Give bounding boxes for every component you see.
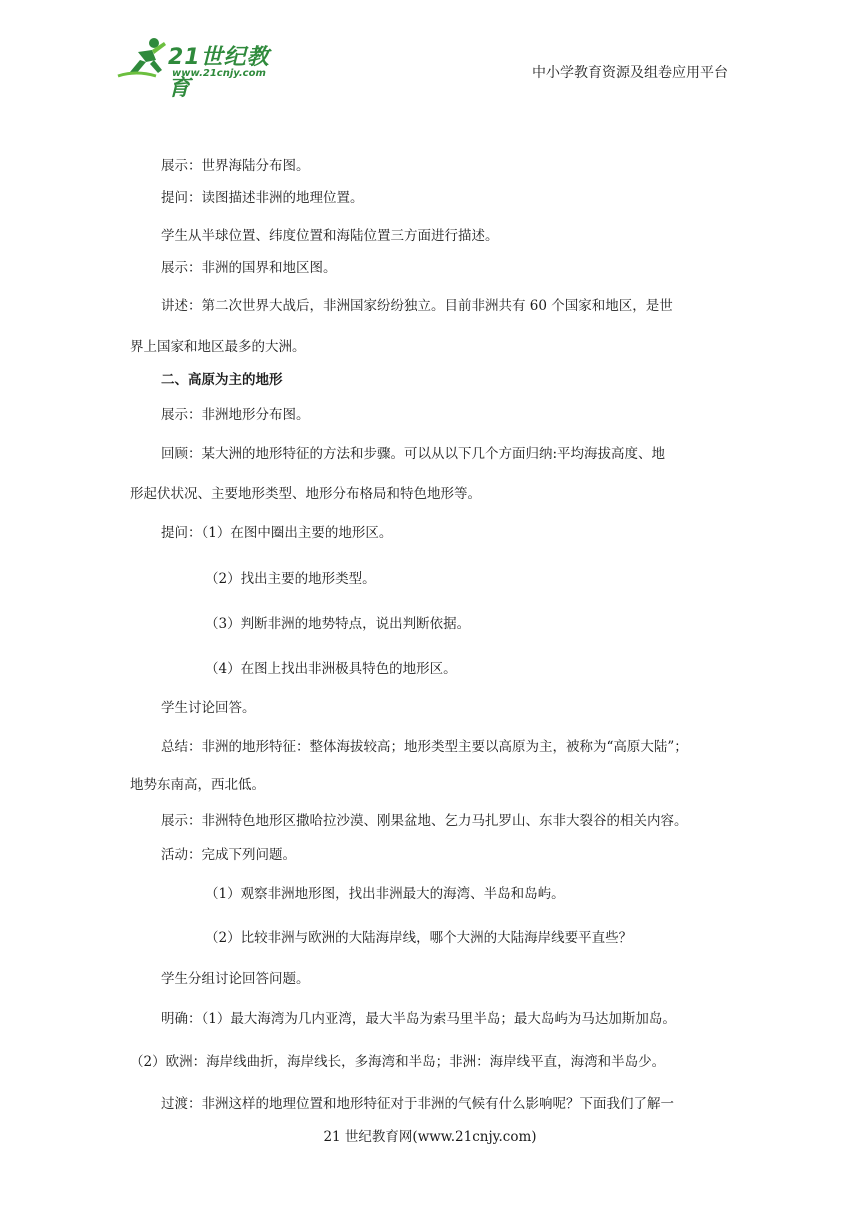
text-line: 提问：读图描述非洲的地理位置。	[161, 190, 364, 206]
platform-name: 中小学教育资源及组卷应用平台	[532, 65, 728, 81]
text-line: 回顾：某大洲的地形特征的方法和步骤。可以从以下几个方面归纳:平均海拔高度、地	[161, 446, 666, 462]
page-header	[0, 0, 860, 100]
site-logo	[116, 36, 286, 101]
text-line: （3）判断非洲的地势特点，说出判断依据。	[205, 616, 471, 632]
logo-text: 21世纪教育	[168, 45, 270, 101]
text-line: （4）在图上找出非洲极具特色的地形区。	[205, 661, 457, 677]
runner-icon	[116, 36, 170, 80]
text-line: 讲述：第二次世界大战后，非洲国家纷纷独立。目前非洲共有 60 个国家和地区，是世	[161, 298, 673, 314]
text-line: （2）比较非洲与欧洲的大陆海岸线，哪个大洲的大陆海岸线要平直些？	[205, 930, 633, 946]
text-line: 过渡：非洲这样的地理位置和地形特征对于非洲的气候有什么影响呢？下面我们了解一	[161, 1096, 674, 1112]
text-line: （2）欧洲：海岸线曲折，海岸线长，多海湾和半岛；非洲：海岸线平直，海湾和半岛少。	[130, 1054, 666, 1070]
text-line: 形起伏状况、主要地形类型、地形分布格局和特色地形等。	[130, 486, 481, 502]
text-line: 展示：非洲地形分布图。	[161, 407, 310, 423]
text-line: 学生讨论回答。	[161, 700, 256, 716]
text-line: 地势东南高，西北低。	[130, 777, 265, 793]
text-line: 界上国家和地区最多的大洲。	[130, 339, 306, 355]
text-line: 活动：完成下列问题。	[161, 847, 296, 863]
text-line: 提问：（1）在图中圈出主要的地形区。	[161, 525, 393, 541]
text-line: 学生分组讨论回答问题。	[161, 971, 310, 987]
section-heading: 二、高原为主的地形	[161, 372, 283, 388]
text-line: （2）找出主要的地形类型。	[205, 571, 376, 587]
text-line: 明确：（1）最大海湾为几内亚湾，最大半岛为索马里半岛；最大岛屿为马达加斯加岛。	[161, 1011, 676, 1027]
text-line: 总结：非洲的地形特征：整体海拔较高；地形类型主要以高原为主，被称为“高原大陆”；	[161, 739, 688, 755]
text-line: 展示：非洲特色地形区撒哈拉沙漠、刚果盆地、乞力马扎罗山、东非大裂谷的相关内容。	[161, 813, 688, 829]
page-footer: 21 世纪教育网(www.21cnjy.com)	[323, 1129, 537, 1145]
text-line: 展示：世界海陆分布图。	[161, 158, 310, 174]
text-line: 展示：非洲的国界和地区图。	[161, 260, 337, 276]
logo-url: www.21cnjy.com	[172, 68, 266, 79]
text-line: （1）观察非洲地形图，找出非洲最大的海湾、半岛和岛屿。	[205, 886, 565, 902]
text-line: 学生从半球位置、纬度位置和海陆位置三方面进行描述。	[161, 228, 499, 244]
